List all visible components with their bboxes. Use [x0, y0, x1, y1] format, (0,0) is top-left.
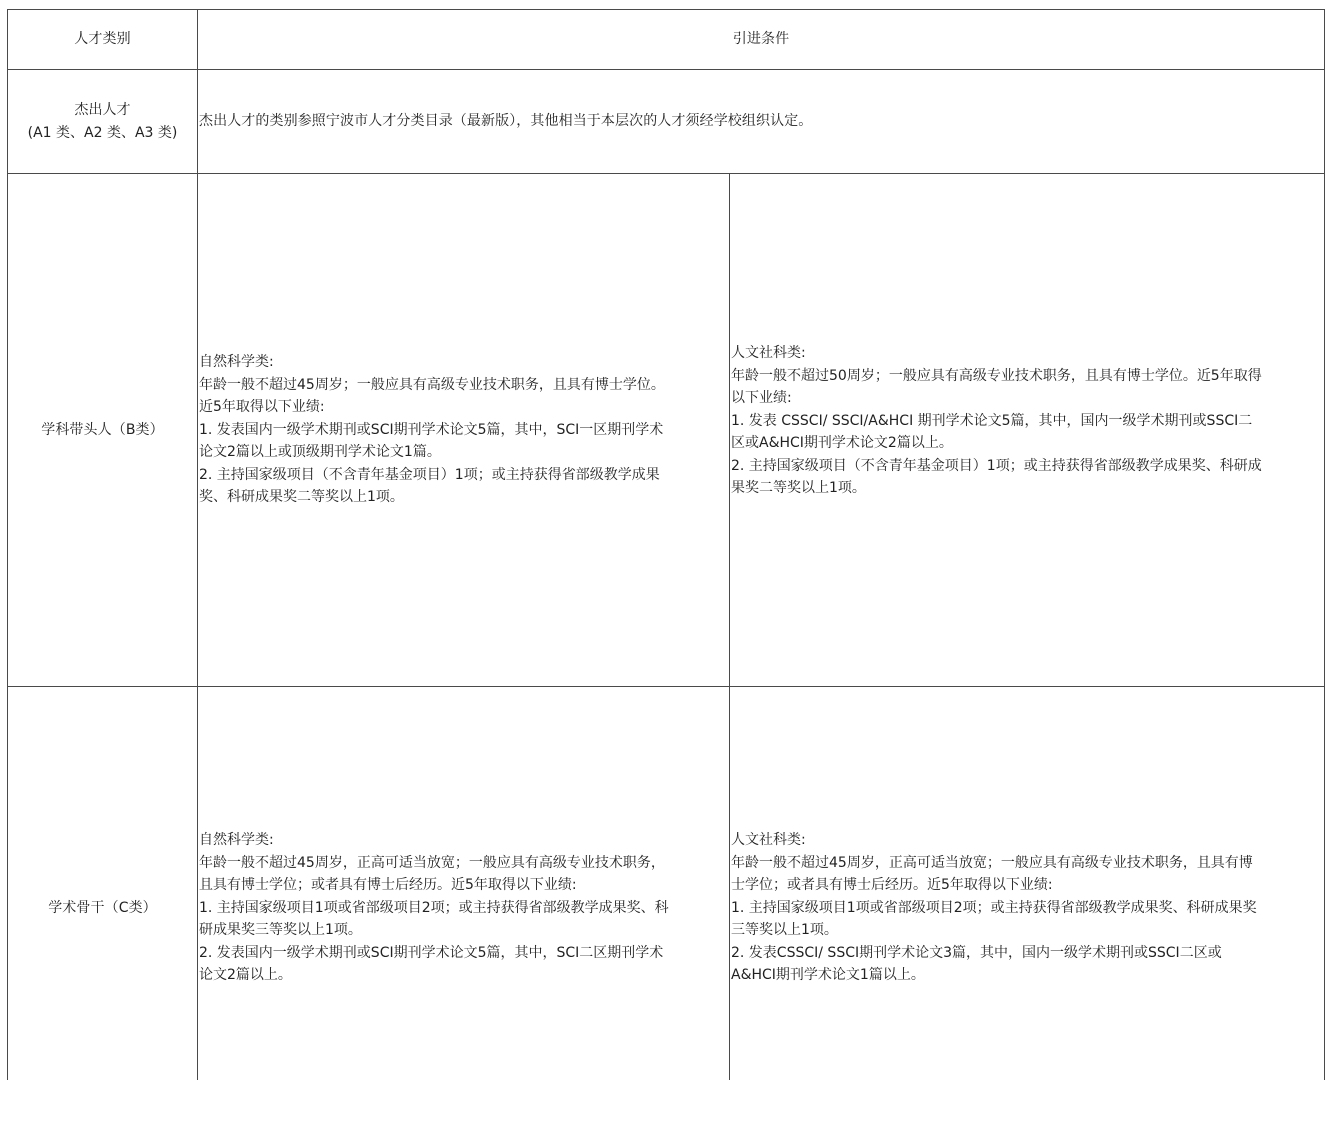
text-line: 论文2篇以上或顶级期刊学术论文1篇。: [199, 444, 441, 461]
text-line: 2. 主持国家级项目（不含青年基金项目）1项；或主持获得省部级教学成果奖、科研成: [731, 457, 1262, 474]
natural-b-cell: [198, 174, 729, 686]
text-line: A&HCI期刊学术论文1篇以上。: [731, 967, 925, 984]
header-conditions-cell: [198, 10, 1324, 69]
text-line: 三等奖以上1项。: [731, 922, 838, 939]
humanities-c-text: [731, 829, 1257, 987]
category-a-cell: [8, 70, 197, 173]
category-b-cell: [8, 174, 197, 686]
text-line: 自然科学类:: [199, 832, 274, 849]
text-line: 年龄一般不超过45周岁，正高可适当放宽；一般应具有高级专业技术职务，且具有博: [731, 854, 1253, 871]
text-line: 果奖二等奖以上1项。: [731, 480, 866, 496]
text-line: 士学位；或者具有博士后经历。近5年取得以下业绩:: [731, 877, 1053, 894]
text-line: 人文社科类:: [731, 832, 806, 849]
text-line: 年龄一般不超过50周岁；一般应具有高级专业技术职务，且具有博士学位。近5年取得: [731, 367, 1262, 384]
text-line: 论文2篇以上。: [199, 967, 292, 984]
text-line: 奖、科研成果奖二等奖以上1项。: [199, 489, 404, 506]
humanities-c-cell: [730, 687, 1324, 1129]
header-category-cell: [8, 10, 197, 69]
text-line: 且具有博士学位；或者具有博士后经历。近5年取得以下业绩:: [199, 877, 577, 894]
category-c: 学术骨干（C类）: [48, 899, 157, 916]
header-category: 人才类别: [74, 31, 131, 48]
conditions-a-cell: [198, 70, 1324, 173]
text-line: 区或A&HCI期刊学术论文2篇以上。: [731, 435, 953, 451]
conditions-a-text: 杰出人才的类别参照宁波市人才分类目录（最新版），其他相当于本层次的人才须经学校组织认定。: [199, 113, 813, 130]
humanities-b-cell: [730, 174, 1324, 686]
text-line: 1. 发表国内一级学术期刊或SCI期刊学术论文5篇，其中，SCI一区期刊学术: [199, 421, 664, 438]
natural-b-text: [199, 351, 665, 509]
text-line: 近5年取得以下业绩:: [199, 399, 325, 416]
text-line: 自然科学类:: [199, 354, 274, 371]
text-line: 人文社科类:: [731, 345, 806, 361]
text-line: 1. 主持国家级项目1项或省部级项目2项；或主持获得省部级教学成果奖、科: [199, 899, 669, 916]
natural-c-cell: [198, 687, 729, 1129]
text-line: 年龄一般不超过45周岁，正高可适当放宽；一般应具有高级专业技术职务，: [199, 854, 665, 871]
text-line: 1. 主持国家级项目1项或省部级项目2项；或主持获得省部级教学成果奖、科研成果奖: [731, 899, 1257, 916]
category-c-cell: [8, 687, 197, 1129]
header-conditions: 引进条件: [732, 31, 790, 48]
text-line: 2. 发表国内一级学术期刊或SCI期刊学术论文5篇，其中，SCI二区期刊学术: [199, 944, 664, 961]
text-line: 以下业绩:: [731, 390, 792, 406]
text-line: 1. 发表 CSSCI/ SSCI/A&HCI 期刊学术论文5篇，其中，国内一级学术期刊或SSCI二: [731, 412, 1253, 429]
natural-c-text: [199, 829, 669, 987]
humanities-b-text: [731, 342, 1262, 500]
text-line: 研成果奖三等奖以上1项。: [199, 922, 362, 939]
table-border-right: [1324, 9, 1325, 1080]
text-line: 2. 发表CSSCI/ SSCI期刊学术论文3篇，其中，国内一级学术期刊或SSCI二区或: [731, 944, 1222, 961]
text-line: 年龄一般不超过45周岁；一般应具有高级专业技术职务，且具有博士学位。: [199, 376, 665, 393]
category-a: [28, 99, 178, 144]
text-line: 2. 主持国家级项目（不含青年基金项目）1项；或主持获得省部级教学成果: [199, 466, 660, 483]
category-a-line: (A1 类、A2 类、A3 类): [27, 124, 178, 141]
category-a-line: 杰出人才: [74, 102, 131, 118]
category-b: 学科带头人（B类）: [41, 421, 164, 438]
